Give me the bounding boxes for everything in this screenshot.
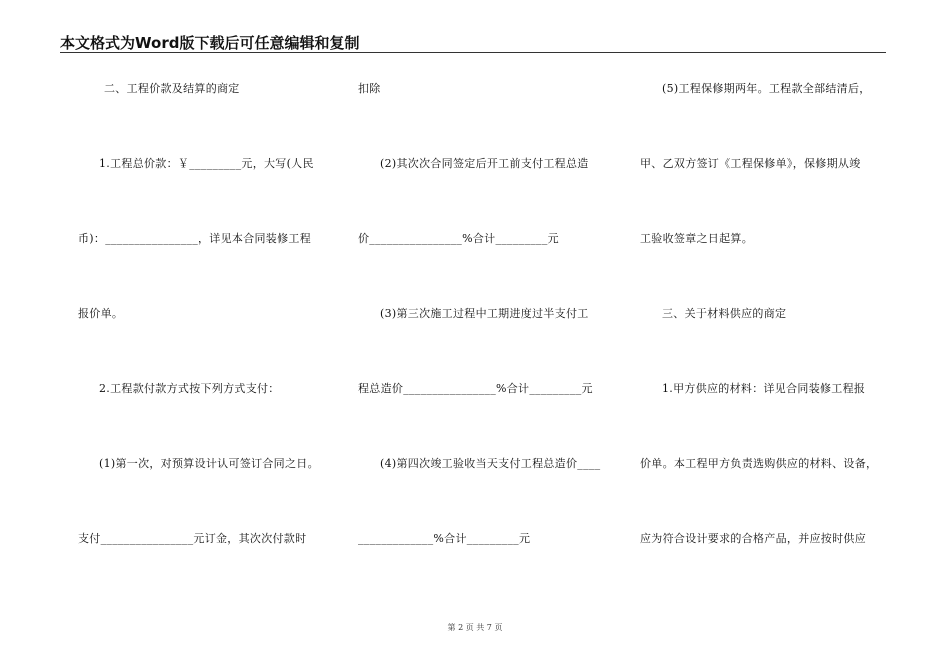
col2-line-1: 扣除 bbox=[358, 82, 381, 95]
col2-line-3: 价________________%合计_________元 bbox=[358, 232, 559, 245]
col3-line-1: (5)工程保修期两年。工程款全部结清后， bbox=[662, 82, 871, 95]
col3-line-5: 1.甲方供应的材料：详见合同装修工程报 bbox=[662, 382, 866, 395]
col2-line-4: (3)第三次施工过程中工期进度过半支付工 bbox=[380, 307, 589, 320]
col1-line-4: 报价单。 bbox=[78, 307, 124, 320]
header-divider bbox=[60, 52, 886, 53]
col3-line-3: 工验收签章之日起算。 bbox=[640, 232, 753, 245]
col1-line-5: 2.工程款付款方式按下列方式支付： bbox=[99, 382, 280, 395]
col3-line-6: 价单。本工程甲方负责选购供应的材料、设备， bbox=[640, 457, 878, 470]
col1-line-7: 支付________________元订金，其次次付款时 bbox=[78, 532, 307, 545]
col1-line-3: 币)：________________，详见本合同装修工程 bbox=[78, 232, 311, 245]
col2-line-2: (2)其次次合同签定后开工前支付工程总造 bbox=[380, 157, 589, 170]
col2-line-6: (4)第四次竣工验收当天支付工程总造价____ bbox=[380, 457, 601, 470]
page-number: 第 2 页 共 7 页 bbox=[447, 623, 503, 632]
col3-line-4: 三、关于材料供应的商定 bbox=[662, 307, 787, 320]
document-header-title: 本文格式为Word版下载后可任意编辑和复制 bbox=[60, 34, 360, 52]
col2-line-5: 程总造价________________%合计_________元 bbox=[358, 382, 593, 395]
col1-line-6: (1)第一次，对预算设计认可签订合同之日。 bbox=[99, 457, 319, 470]
col2-line-7: _____________%合计_________元 bbox=[358, 532, 531, 545]
col1-line-1: 二、工程价款及结算的商定 bbox=[104, 82, 240, 95]
col3-line-7: 应为符合设计要求的合格产品，并应按时供应 bbox=[640, 532, 866, 545]
col3-line-2: 甲、乙双方签订《工程保修单》，保修期从竣 bbox=[640, 157, 861, 170]
col1-line-2: 1.工程总价款：￥_________元，大写(人民 bbox=[99, 157, 314, 170]
